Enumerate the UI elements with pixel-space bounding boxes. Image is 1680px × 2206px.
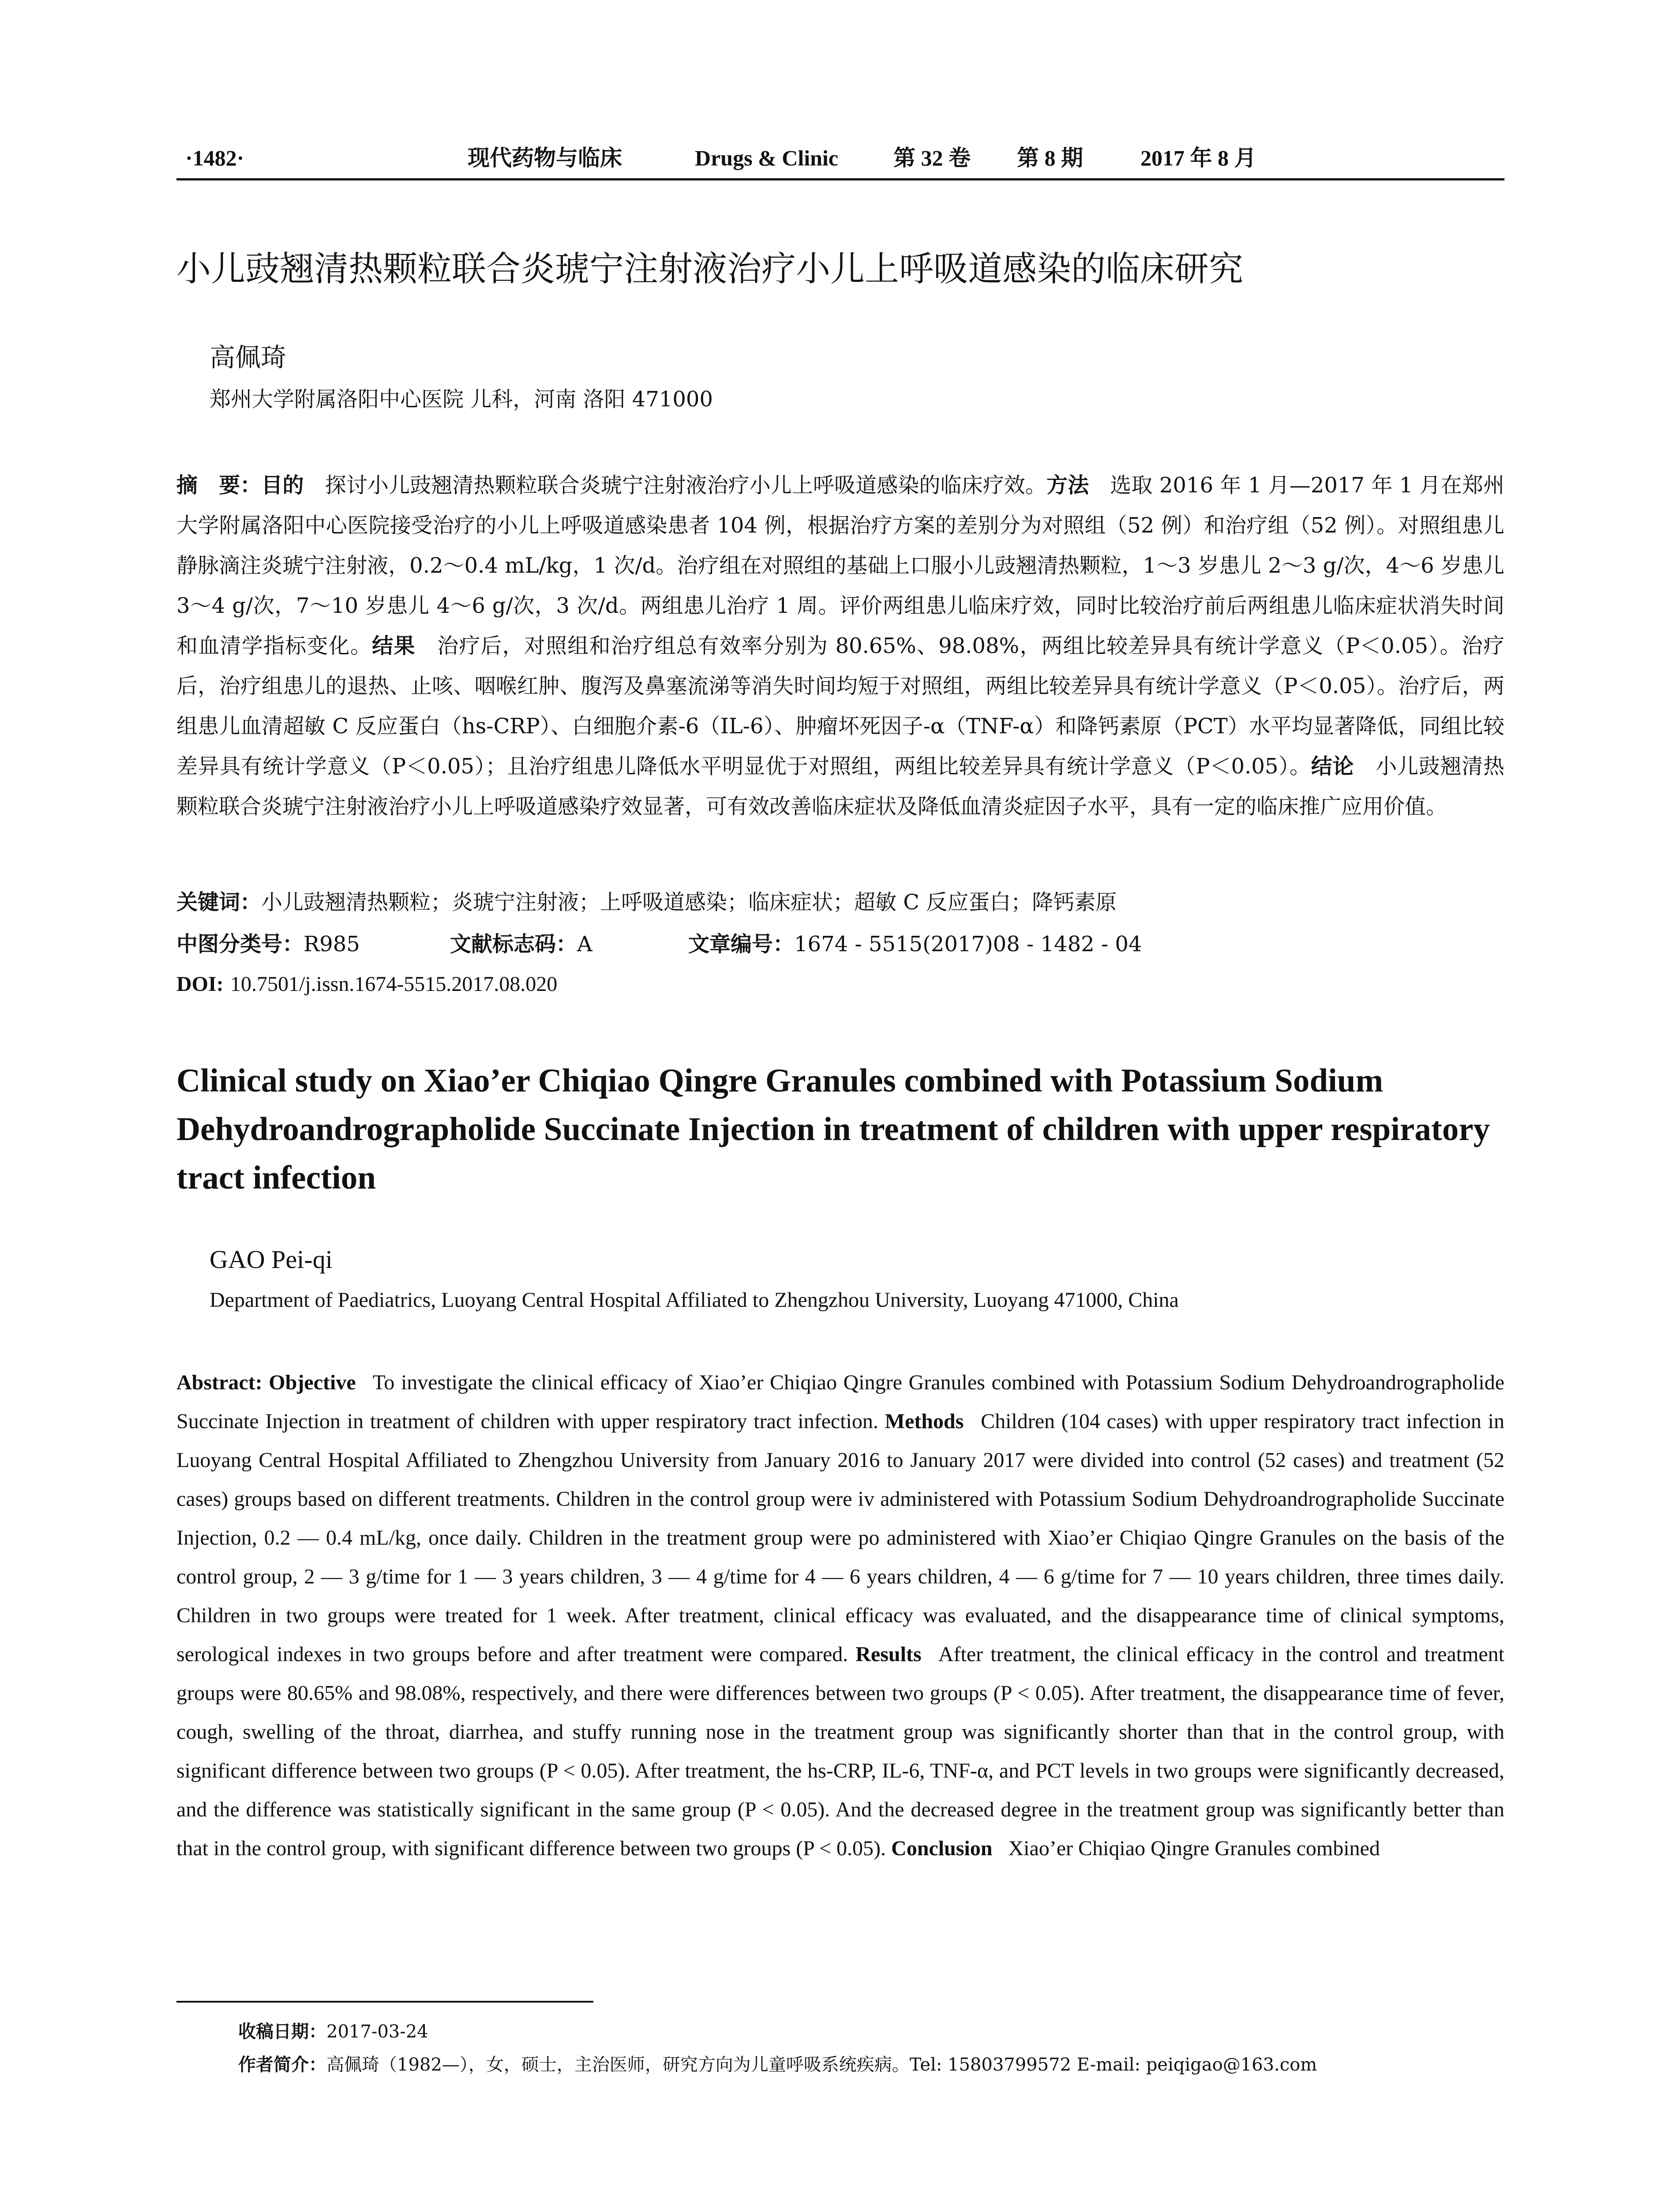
clc-value: R985 <box>304 932 360 957</box>
objective-text-en: To investigate the clinical efficacy of Xiao’er Chiqiao Qingre Granules combined with Potassium Sodium Dehydroandrographolide Succinate Injection in treatment of children with upper respiratory tract infection. <box>176 1371 1505 1433</box>
classification-line <box>176 929 1504 960</box>
conclusion-label-cn: 结论 <box>1311 754 1354 779</box>
conclusion-label-en: Conclusion <box>891 1837 993 1860</box>
author-info-label: 作者简介： <box>238 2055 326 2075</box>
results-label-cn: 结果 <box>372 634 416 658</box>
doc-code-value: A <box>577 932 592 957</box>
doi-label: DOI: <box>176 972 224 996</box>
received-value: 2017-03-24 <box>326 2022 428 2042</box>
doi-value[interactable]: 10.7501/j.issn.1674-5515.2017.08.020 <box>230 972 558 996</box>
author-affiliation-cn: 郑州大学附属洛阳中心医院 儿科，河南 洛阳 471000 <box>210 387 713 412</box>
article-no-label: 文章编号： <box>688 932 795 957</box>
running-header <box>176 140 1504 180</box>
methods-label-en: Methods <box>885 1410 964 1433</box>
author-affiliation-en: Department of Paediatrics, Luoyang Central Hospital Affiliated to Zhengzhou University, Luoyang 471000, China <box>210 1288 1179 1312</box>
journal-date: 2017 年 8 月 <box>1140 146 1256 170</box>
doi-line <box>176 968 1504 1000</box>
keywords-line <box>176 887 1504 918</box>
article-title-en: Clinical study on Xiao’er Chiqiao Qingre Granules combined with Potassium Sodium Dehydroandrographolide Succinate Injection in treatment of children with upper respiratory tract infection <box>176 1062 1490 1196</box>
author-info-text: 高佩琦（1982—），女，硕士，主治医师，研究方向为儿童呼吸系统疾病。Tel: 15803799572 E-mail: peiqigao@163.com <box>326 2055 1317 2075</box>
author-info-note <box>238 2052 1317 2078</box>
keywords-text: 小儿豉翘清热颗粒；炎琥宁注射液；上呼吸道感染；临床症状；超敏 C 反应蛋白；降钙素原 <box>261 890 1117 915</box>
abstract-label-en: Abstract: <box>176 1371 262 1394</box>
results-label-en: Results <box>855 1643 922 1666</box>
objective-text-cn: 探讨小儿豉翘清热颗粒联合炎琥宁注射液治疗小儿上呼吸道感染的临床疗效。 <box>325 473 1046 498</box>
abstract-en <box>176 1363 1504 1868</box>
conclusion-text-en: Xiao’er Chiqiao Qingre Granules combined <box>1008 1837 1380 1860</box>
footnote-divider <box>176 2001 593 2003</box>
clc-label: 中图分类号： <box>176 932 304 957</box>
article-title-cn: 小儿豉翘清热颗粒联合炎琥宁注射液治疗小儿上呼吸道感染的临床研究 <box>176 249 1244 289</box>
page-number: ·1482· <box>185 146 244 170</box>
keywords-label: 关键词： <box>176 890 262 915</box>
doc-code-label: 文献标志码： <box>450 932 578 957</box>
objective-label-cn: 目的 <box>261 473 304 498</box>
methods-label-cn: 方法 <box>1046 473 1089 498</box>
methods-text-en: Children (104 cases) with upper respiratory tract infection in Luoyang Central Hospital Affiliated to Zhengzhou University from January 2016 to January 2017 were divided into control (52 cases) and treatment (52 cases) groups based on different treatments. Children in the control group were iv administered with Potassium Sodium Dehydroandrographolide Succinate Injection, 0.2 — 0.4 mL/kg, once daily. Children in the treatment group were po administered with Xiao’er Chiqiao Qingre Granules on the basis of the control group, 2 — 3 g/time for 1 — 3 years children, 3 — 4 g/time for 4 — 6 years children, 4 — 6 g/time for 7 — 10 years children, three times daily. Children in two groups were treated for 1 week. After treatment, clinical efficacy was evaluated, and the disappearance time of clinical symptoms, serological indexes in two groups before and after treatment were compared. <box>176 1410 1504 1666</box>
received-label: 收稿日期： <box>238 2022 326 2042</box>
objective-label-en: Objective <box>269 1371 356 1394</box>
results-text-cn: 治疗后，对照组和治疗组总有效率分别为 80.65%、98.08%，两组比较差异具有统计学意义（P＜0.05）。治疗后，治疗组患儿的退热、止咳、咽喉红肿、腹泻及鼻塞流涕等消失时间均短于对照组，两组比较差异具有统计学意义（P＜0.05）。治疗后，两组患儿血清超敏 C 反应蛋白（hs-CRP）、白细胞介素-6（IL-6）、肿瘤坏死因子-α（TNF-α）和降钙素原（PCT）水平均显著降低，同组比较差异具有统计学意义（P＜0.05）；且治疗组患儿降低水平明显优于对照组，两组比较差异具有统计学意义（P＜0.05）。 <box>176 634 1504 779</box>
results-text-en: After treatment, the clinical efficacy in the control and treatment groups were 80.65% and 98.08%, respectively, and there were differences between two groups (P < 0.05). After treatment, the disappearance time of fever, cough, swelling of the throat, diarrhea, and stuffy running nose in the treatment group was significantly shorter than that in the control group, with significant difference between two groups (P < 0.05). After treatment, the hs-CRP, IL-6, TNF-α, and PCT levels in two groups were significantly decreased, and the difference was statistically significant in the same group (P < 0.05). And the decreased degree in the treatment group was significantly better than that in the control group, with significant difference between two groups (P < 0.05). <box>176 1643 1504 1860</box>
abstract-label-cn: 摘 要： <box>176 473 262 498</box>
received-date-note <box>238 2018 428 2045</box>
conclusion-text-cn: 小儿豉翘清热颗粒联合炎琥宁注射液治疗小儿上呼吸道感染疗效显著，可有效改善临床症状及降低血清炎症因子水平，具有一定的临床推广应用价值。 <box>176 754 1504 819</box>
article-no-value: 1674 - 5515(2017)08 - 1482 - 04 <box>794 932 1142 957</box>
journal-issue: 第 8 期 <box>1017 146 1083 170</box>
journal-volume: 第 32 卷 <box>893 146 971 170</box>
abstract-cn <box>176 465 1504 827</box>
journal-name-cn: 现代药物与临床 <box>468 145 622 171</box>
author-name-en: GAO Pei-qi <box>210 1245 333 1274</box>
methods-text-cn: 选取 2016 年 1 月—2017 年 1 月在郑州大学附属洛阳中心医院接受治疗的小儿上呼吸道感染患者 104 例，根据治疗方案的差别分为对照组（52 例）和治疗组（52 例）。对照组患儿静脉滴注炎琥宁注射液，0.2～0.4 mL/kg，1 次/d。治疗组在对照组的基础上口服小儿豉翘清热颗粒，1～3 岁患儿 2～3 g/次，4～6 岁患儿 3～4 g/次，7～10 岁患儿 4～6 g/次，3 次/d。两组患儿治疗 1 周。评价两组患儿临床疗效，同时比较治疗前后两组患儿临床症状消失时间和血清学指标变化。 <box>176 473 1504 658</box>
journal-name-en: Drugs & Clinic <box>695 146 838 170</box>
author-name-cn: 高佩琦 <box>210 342 287 372</box>
